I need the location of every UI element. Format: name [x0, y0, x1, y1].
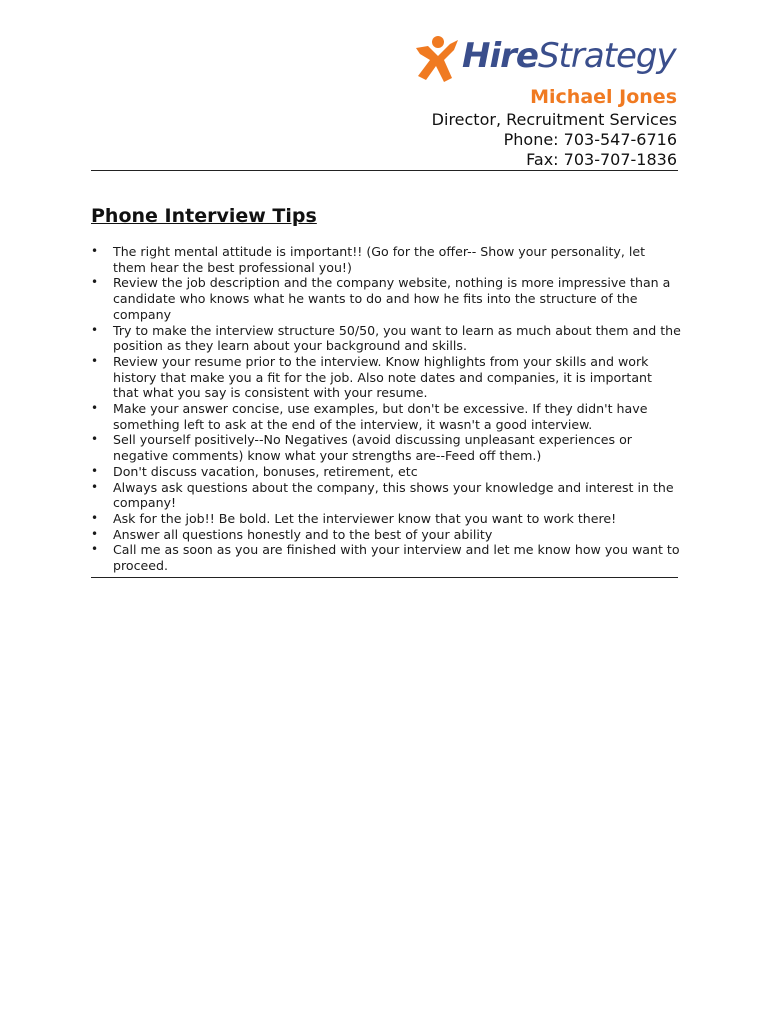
list-item: [91, 275, 681, 322]
bullet-icon: •: [91, 526, 99, 541]
tip-text: Try to make the interview structure 50/50, you want to learn as much about them and the position as they learn about your background and skills.: [113, 322, 681, 354]
logo-wordmark: [462, 36, 676, 76]
footer-divider: [91, 577, 678, 578]
list-item: [91, 542, 681, 573]
document-title: Phone Interview Tips: [91, 205, 317, 227]
tip-text: Answer all questions honestly and to the best of your ability: [113, 526, 493, 542]
bullet-icon: •: [91, 244, 99, 258]
list-item: [91, 354, 681, 401]
list-item: [91, 511, 681, 527]
header-divider: [91, 170, 678, 171]
logo-text-hire: Hire: [462, 36, 538, 76]
list-item: [91, 244, 681, 275]
bullet-icon: •: [91, 322, 99, 337]
bullet-icon: •: [91, 353, 99, 368]
tip-text: Make your answer concise, use examples, but don't be excessive. If they didn't have something left to ask at the end of the interview, it wasn't a good interview.: [113, 401, 648, 432]
bullet-icon: •: [91, 275, 99, 290]
list-item: [91, 480, 681, 511]
contact-fax: Fax: 703-707-1836: [526, 150, 677, 169]
contact-phone: Phone: 703-547-6716: [503, 130, 677, 149]
hirestrategy-logo: [414, 34, 676, 84]
bullet-icon: •: [91, 479, 99, 494]
tip-text: Don't discuss vacation, bonuses, retirement, etc: [113, 463, 418, 479]
list-item: [91, 432, 681, 463]
bullet-icon: •: [91, 432, 99, 447]
tip-text: Ask for the job!! Be bold. Let the interviewer know that you want to work there!: [113, 510, 617, 526]
bullet-icon: •: [91, 401, 99, 416]
list-item: [91, 401, 681, 432]
contact-name: Michael Jones: [530, 86, 677, 108]
tip-text: Always ask questions about the company, this shows your knowledge and interest in the company!: [113, 479, 674, 511]
tips-list: [91, 244, 681, 574]
tip-text: Sell yourself positively--No Negatives (avoid discussing unpleasant experiences or negative comments) know what your strengths are--Feed off them.): [113, 432, 632, 464]
list-item: [91, 527, 681, 543]
tip-text: The right mental attitude is important!! (Go for the offer-- Show your personality, let them hear the best professional you!): [113, 244, 646, 275]
tip-text: Review the job description and the company website, nothing is more impressive than a candidate who knows what he wants to do and how he fits into the structure of the company: [113, 275, 671, 322]
logo-text-strategy: Strategy: [537, 36, 676, 76]
list-item: [91, 464, 681, 480]
list-item: [91, 323, 681, 354]
bullet-icon: •: [91, 463, 99, 478]
tip-text: Review your resume prior to the interview. Know highlights from your skills and work history that make you a fit for the job. Also note dates and companies, it is important that what you say is consistent with your resume.: [113, 353, 652, 401]
running-figure-icon: [414, 34, 466, 84]
contact-block: [432, 84, 677, 170]
bullet-icon: •: [91, 542, 99, 557]
contact-title: Director, Recruitment Services: [431, 110, 677, 129]
bullet-icon: •: [91, 510, 99, 525]
tip-text: Call me as soon as you are finished with your interview and let me know how you want to proceed.: [113, 542, 680, 574]
